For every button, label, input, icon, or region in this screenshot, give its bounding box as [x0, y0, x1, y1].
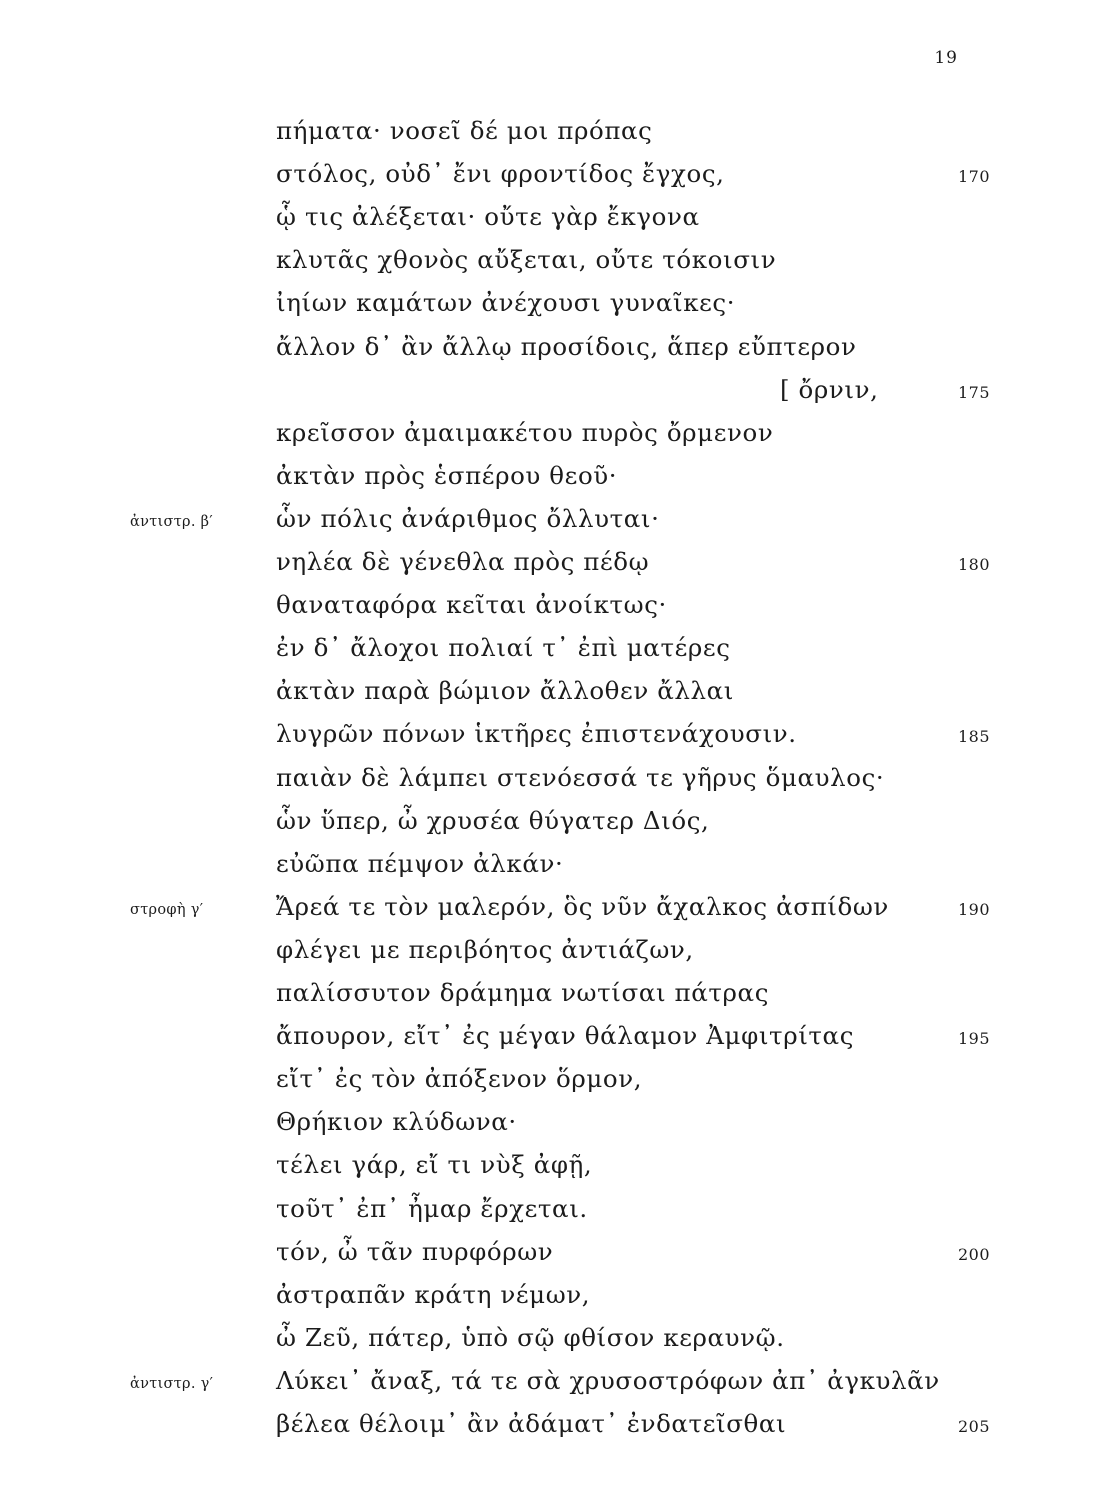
- line-number: 180: [957, 555, 990, 574]
- verse-text: ὦ Ζεῦ, πάτερ, ὑπὸ σῷ φθίσον κεραυνῷ.: [276, 1322, 785, 1352]
- verse-text: ἀκτὰν πρὸς ἑσπέρου θεοῦ·: [276, 460, 618, 490]
- verse-line: [0, 806, 1117, 848]
- verse-text: ὧν πόλις ἀνάριθμος ὄλλυται·: [276, 503, 660, 533]
- verse-line: [0, 1323, 1117, 1365]
- section-label: ἀντιστρ. β′: [130, 513, 213, 530]
- verse-line: [0, 1021, 1117, 1063]
- verse-text: τόν, ὦ τᾶν πυρφόρων: [276, 1236, 554, 1266]
- verse-line: [0, 375, 1117, 417]
- verse-text: νηλέα δὲ γένεθλα πρὸς πέδῳ: [276, 547, 650, 576]
- line-number: 195: [957, 1029, 990, 1049]
- verse-line: [0, 504, 1117, 546]
- verse-text: βέλεα θέλοιμ᾽ ἂν ἀδάματ᾽ ἐνδατεῖσθαι: [276, 1409, 787, 1438]
- verse-text: εἴτ᾽ ἐς τὸν ἀπόξενον ὅρμον,: [276, 1064, 643, 1094]
- verse-line: [0, 719, 1117, 761]
- verse-text: παλίσσυτον δράμημα νωτίσαι πάτρας: [276, 978, 770, 1007]
- page-number: 19: [934, 48, 958, 68]
- section-label: ἀντιστρ. γ′: [130, 1375, 214, 1392]
- verse-text: φλέγει με περιβόητος ἀντιάζων,: [276, 934, 694, 964]
- verse-line: [0, 288, 1117, 330]
- verse-text: ἐν δ᾽ ἄλοχοι πολιαί τ᾽ ἐπὶ ματέρες: [276, 633, 731, 663]
- verse-line: [0, 590, 1117, 632]
- line-number: 170: [957, 167, 990, 187]
- verse-text: Θρήκιον κλύδωνα·: [276, 1107, 517, 1137]
- verse-line: [0, 935, 1117, 977]
- verse-line: [0, 1237, 1117, 1279]
- verse-text: κρεῖσσον ἀμαιμακέτου πυρὸς ὄρμενον: [276, 417, 774, 447]
- verse-line: [0, 1366, 1117, 1408]
- verse-text: εὐῶπα πέμψον ἀλκάν·: [276, 848, 564, 878]
- verse-line: [0, 332, 1117, 374]
- verse-text: θαναταφόρα κεῖται ἀνοίκτως·: [276, 590, 667, 620]
- verse-line: [0, 763, 1117, 805]
- line-number: 205: [957, 1417, 990, 1436]
- verse-text: Ἄρεά τε τὸν μαλερόν, ὃς νῦν ἄχαλκος ἀσπίδων: [276, 891, 889, 921]
- verse-line: [0, 978, 1117, 1020]
- line-number: 200: [957, 1244, 990, 1264]
- line-number: 190: [957, 899, 990, 919]
- section-label: στροφὴ γ′: [130, 901, 204, 918]
- verse-line: [0, 418, 1117, 460]
- verse-text: τέλει γάρ, εἴ τι νὺξ ἀφῇ,: [276, 1150, 593, 1180]
- verse-line: [0, 1107, 1117, 1149]
- verse-text: ἀκτὰν παρὰ βώμιον ἄλλοθεν ἄλλαι: [276, 676, 734, 706]
- verse-line: [0, 1280, 1117, 1322]
- line-number: 175: [957, 382, 990, 402]
- verse-line: [0, 547, 1117, 589]
- verse-line: [0, 1194, 1117, 1236]
- verse-text: κλυτᾶς χθονὸς αὔξεται, οὔτε τόκοισιν: [276, 245, 777, 275]
- verse-text: στόλος, οὐδ᾽ ἔνι φροντίδος ἔγχος,: [276, 159, 725, 189]
- verse-line: [0, 202, 1117, 244]
- verse-text: ἰηίων καμάτων ἀνέχουσι γυναῖκες·: [276, 288, 736, 318]
- verse-line: [0, 461, 1117, 503]
- verse-line: [0, 245, 1117, 287]
- verse-text: ὧν ὕπερ, ὦ χρυσέα θύγατερ Διός,: [276, 805, 710, 835]
- verse-line: [0, 1150, 1117, 1192]
- verse-text: ᾧ τις ἀλέξεται· οὔτε γὰρ ἔκγονα: [276, 202, 700, 232]
- verse-line: [0, 849, 1117, 891]
- verse-line: [0, 676, 1117, 718]
- verse-text: ἀστραπᾶν κράτη νέμων,: [276, 1279, 591, 1309]
- verse-text: ἄλλον δ᾽ ἂν ἄλλῳ προσίδοις, ἅπερ εὔπτερον: [276, 331, 857, 361]
- verse-line: [0, 892, 1117, 934]
- verse-text: [ ὄρνιν,: [780, 374, 879, 404]
- verse-line: [0, 633, 1117, 675]
- verse-text: Λύκει᾽ ἄναξ, τά τε σὰ χρυσοστρόφων ἀπ᾽ ἀγκυλᾶν: [276, 1365, 940, 1395]
- verse-text: ἄπουρον, εἴτ᾽ ἐς μέγαν θάλαμον Ἀμφιτρίτας: [276, 1021, 855, 1051]
- verse-text: παιὰν δὲ λάμπει στενόεσσά τε γῆρυς ὅμαυλος·: [276, 762, 885, 792]
- verse-text: τοῦτ᾽ ἐπ᾽ ἦμαρ ἔρχεται.: [276, 1193, 588, 1223]
- verse-line: [0, 159, 1117, 201]
- verse-text: λυγρῶν πόνων ἱκτῆρες ἐπιστενάχουσιν.: [276, 719, 797, 749]
- verse-line: [0, 116, 1117, 158]
- verse-line: [0, 1409, 1117, 1451]
- verse-line: [0, 1064, 1117, 1106]
- line-number: 185: [957, 727, 990, 747]
- verse-text: πήματα· νοσεῖ δέ μοι πρόπας: [276, 116, 653, 145]
